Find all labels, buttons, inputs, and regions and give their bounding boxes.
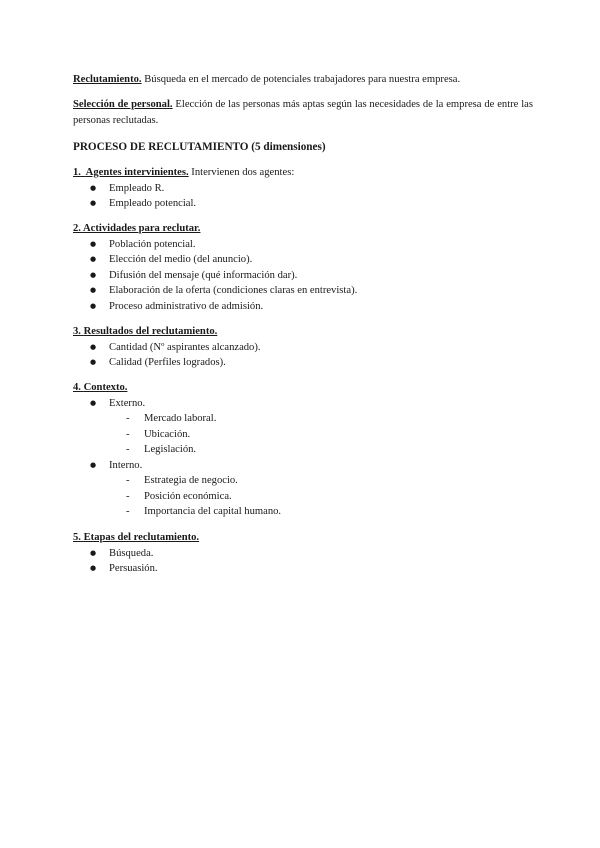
list-item: ● Difusión del mensaje (qué información dar). [73, 268, 543, 284]
definition-reclutamiento [73, 72, 533, 88]
list-item: ● Calidad (Perfiles logrados). [73, 355, 543, 371]
section-heading [73, 380, 543, 396]
bullet-list [73, 546, 543, 577]
list-item-label: Externo. [109, 397, 146, 409]
list-item-externo [73, 396, 543, 458]
list-item: ● Cantidad (Nº aspirantes alcanzado). [73, 340, 543, 356]
section-contexto [73, 380, 543, 520]
list-item: ● Proceso administrativo de admisión. [73, 299, 543, 315]
section-number: 4. [73, 382, 81, 393]
definition-seleccion-text: Elección de las personas más aptas según las necesidades de la empresa de entre las personas reclutadas. [73, 99, 533, 126]
sub-list-item: - Legislación. [109, 442, 543, 458]
section-heading [73, 324, 543, 340]
list-item-label: Interno. [109, 459, 143, 471]
list-item: ● Elaboración de la oferta (condiciones claras en entrevista). [73, 283, 543, 299]
list-item: ● Elección del medio (del anuncio). [73, 252, 543, 268]
sub-list-item: - Ubicación. [109, 427, 543, 443]
section-heading [73, 165, 543, 181]
list-item: ● Empleado R. [73, 181, 543, 197]
bullet-list [73, 340, 543, 371]
list-item: ● Empleado potencial. [73, 196, 543, 212]
bullet-list [73, 237, 543, 315]
section-resultados [73, 324, 543, 371]
section-etapas [73, 530, 543, 577]
sub-list-item: - Estrategia de negocio. [109, 473, 543, 489]
term-reclutamiento: Reclutamiento. [73, 74, 142, 85]
section-heading [73, 221, 543, 237]
bullet-list [73, 181, 543, 212]
list-item: ● Persuasión. [73, 561, 543, 577]
section-title: Actividades para reclutar. [83, 223, 201, 234]
section-actividades [73, 221, 543, 314]
sub-list-item: - Mercado laboral. [109, 411, 543, 427]
section-number: 2. [73, 223, 81, 234]
section-title: Contexto. [83, 382, 128, 393]
bullet-list [73, 396, 543, 520]
section-title: Agentes intervinientes. [85, 167, 189, 178]
section-heading [73, 530, 543, 546]
list-item: ● Búsqueda. [73, 546, 543, 562]
sub-list-item: - Posición económica. [109, 489, 543, 505]
list-item: ● Población potencial. [73, 237, 543, 253]
section-description: Intervienen dos agentes: [188, 167, 295, 178]
list-item-interno [73, 458, 543, 520]
section-title: Resultados del reclutamiento. [83, 326, 218, 337]
definition-reclutamiento-text: Búsqueda en el mercado de potenciales trabajadores para nuestra empresa. [141, 74, 461, 85]
sub-list-item: - Importancia del capital humano. [109, 504, 543, 520]
dash-list [109, 473, 543, 520]
proceso-title: PROCESO DE RECLUTAMIENTO (5 dimensiones) [73, 141, 326, 153]
term-seleccion: Selección de personal. [73, 99, 173, 110]
section-agentes [73, 165, 543, 212]
section-number: 5. [73, 532, 81, 543]
dash-list [109, 411, 543, 458]
section-number: 1. [73, 167, 81, 178]
definition-seleccion [73, 97, 533, 128]
section-title: Etapas del reclutamiento. [83, 532, 200, 543]
section-number: 3. [73, 326, 81, 337]
